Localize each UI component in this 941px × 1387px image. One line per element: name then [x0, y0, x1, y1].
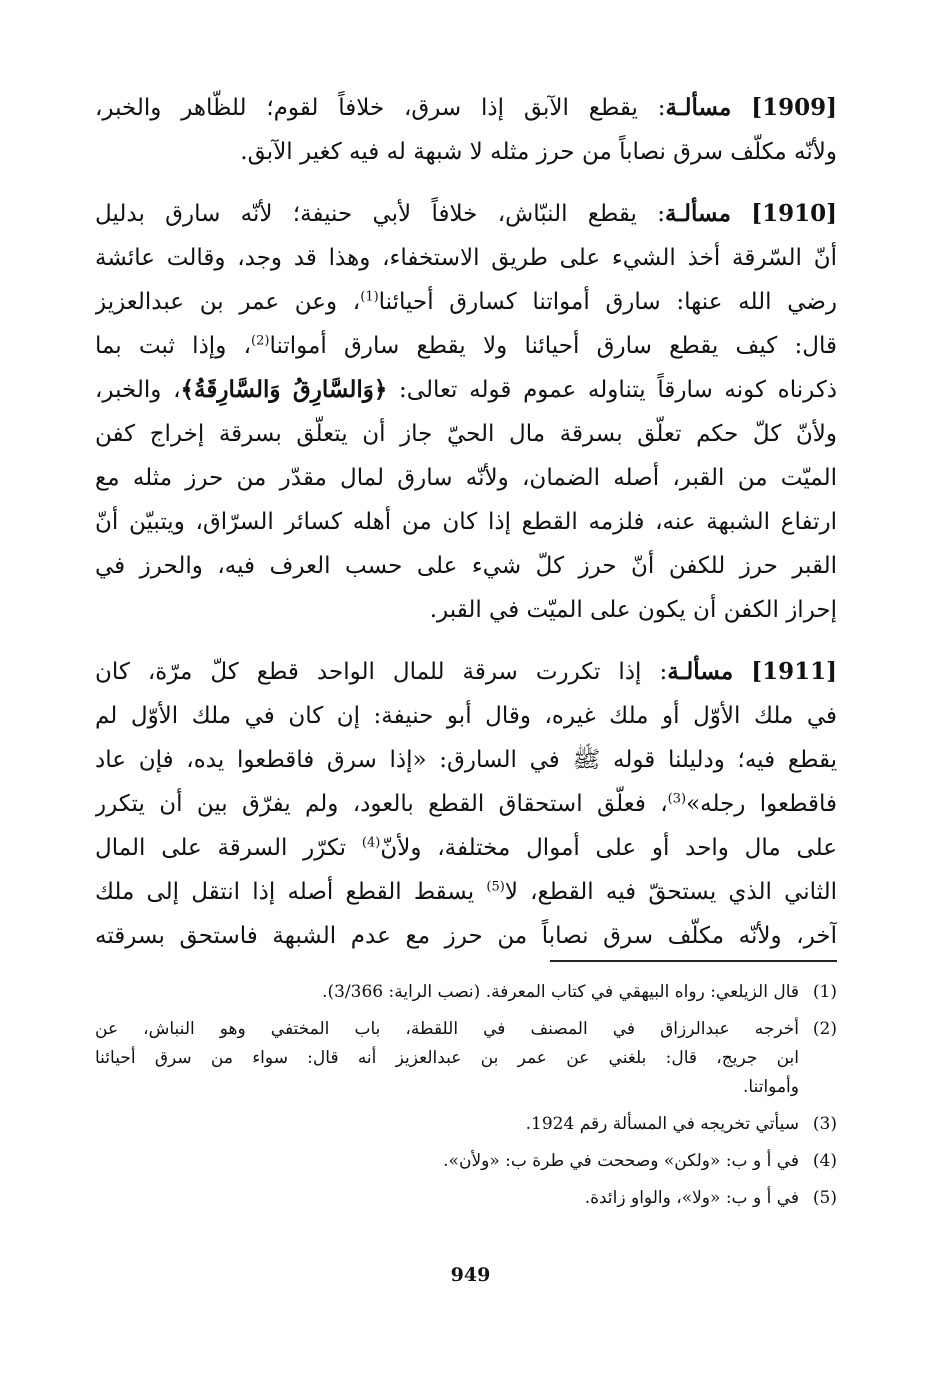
text-line	[95, 782, 837, 826]
footnote-text: سيأتي تخريجه في المسألة رقم 1924.	[525, 1114, 799, 1134]
footnote-text: ابن جريج، قال: بلغني عن عمر بن عبدالعزيز أنه قال: سواء من سرق أحيائنا	[95, 1048, 799, 1068]
issue-number: [1911]	[751, 658, 837, 685]
text-segment: ولأنّ كلّ حكم تعلّق بسرقة مال الحيّ جاز أن يتعلّق بسرقة إخراج كفن	[95, 421, 837, 447]
footnote	[95, 1015, 837, 1102]
footnote-text: أخرجه عبدالرزاق في المصنف في اللقطة، باب المختفي وهو النباش، عن	[95, 1019, 799, 1039]
footnote-number: (3)	[812, 1114, 837, 1134]
text-line: [1911] مسألـة: إذا تكررت سرقة للمال الواحد قطع كلّ مرّة، كان	[95, 658, 837, 685]
text-segment: ولأنّه مكلّف سرق نصاباً من حرز مثله لا شبهة له فيه كغير الآبق.	[240, 139, 837, 165]
text-segment: الثاني الذي يستحقّ فيه القطع، لا	[504, 879, 837, 905]
footnote-text: وأمواتنا.	[743, 1077, 799, 1097]
text-line	[95, 826, 837, 870]
text-line	[95, 544, 837, 588]
text-segment: يقطع النبّاش، خلافاً لأبي حنيفة؛ لأنّه سارق بدليل	[95, 201, 637, 227]
text-segment: رضي الله عنها: سارق أمواتنا كسارق أحيائنا	[378, 289, 837, 315]
text-segment: ذكرناه كونه سارقاً يتناوله عموم قوله تعالى:	[399, 377, 837, 403]
issue-keyword: مسألـة	[665, 94, 732, 121]
issue-number: [1909]	[751, 94, 837, 121]
text-line	[95, 588, 837, 632]
footnote-text: في أ و ب: «ولكن» وصححت في طرة ب: «ولأن».	[443, 1151, 799, 1171]
text-line	[95, 130, 837, 174]
text-line	[95, 236, 837, 280]
text-line	[95, 870, 837, 914]
footnote-text: في أ و ب: «ولا»، والواو زائدة.	[584, 1188, 799, 1208]
footnote-ref: (1)	[360, 289, 379, 305]
footnote	[95, 1184, 837, 1213]
footnote	[95, 1147, 837, 1176]
footnote-ref: (4)	[361, 835, 381, 851]
text-segment: الميّت من القبر، أصله الضمان، ولأنّه سارق لمال مقدّر من حرز مثله مع	[95, 465, 837, 491]
text-segment: يسقط القطع أصله إذا انتقل إلى ملك	[95, 879, 487, 905]
text-line	[95, 368, 837, 412]
text-segment: فاقطعوا رجله»	[686, 791, 837, 817]
text-segment: ارتفاع الشبهة عنه، فلزمه القطع إذا كان من أهله كسائر السرّاق، ويتبيّن أنّ	[95, 509, 837, 535]
text-segment: على مال واحد أو على أموال مختلفة، ولأنّ	[380, 835, 837, 861]
footnote-ref: (5)	[486, 879, 505, 895]
issue-1909	[95, 86, 837, 174]
text-line	[95, 280, 837, 324]
text-segment: إذا تكررت سرقة للمال الواحد قطع كلّ مرّة، كان	[95, 659, 642, 685]
issue-keyword: مسألـة	[667, 658, 734, 685]
text-segment: يقطع فيه؛ ودليلنا قوله ﷺ في السارق: «إذا سرق فاقطعوا يده، فإن عاد	[95, 747, 837, 773]
text-line	[95, 694, 837, 738]
footnote-ref: (3)	[667, 791, 687, 807]
footnote-number: (4)	[812, 1151, 837, 1171]
main-text	[95, 86, 837, 958]
text-line	[95, 412, 837, 456]
text-segment: آخر، ولأنّه مكلّف سرق نصاباً من حرز مع عدم الشبهة فاستحق بسرقته	[95, 923, 837, 949]
text-segment: ، والخبر،	[95, 377, 181, 403]
text-segment: إحراز الكفن أن يكون على الميّت في القبر.	[429, 597, 837, 623]
text-segment: أنّ السّرقة أخذ الشيء على طريق الاستخفاء، وهذا قد وجد، وقالت عائشة	[95, 245, 837, 271]
text-line	[95, 324, 837, 368]
text-segment: يقطع الآبق إذا سرق، خلافاً لقوم؛ للظّاهر والخبر،	[95, 95, 638, 121]
footnote-number: (5)	[812, 1188, 837, 1208]
text-line	[95, 456, 837, 500]
footnote-number: (2)	[812, 1019, 837, 1039]
footnote-divider	[550, 960, 837, 962]
footnote	[95, 978, 837, 1007]
text-line	[95, 500, 837, 544]
text-segment: ، وعن عمر بن عبدالعزيز	[95, 289, 361, 315]
text-segment: القبر حرز للكفن أنّ حرز كلّ شيء على حسب العرف فيه، والحرز في	[95, 553, 837, 579]
issue-keyword: مسألـة	[664, 200, 731, 227]
footnote	[95, 1110, 837, 1139]
text-line	[95, 738, 837, 782]
text-line	[95, 914, 837, 958]
text-segment: في ملك الأوّل أو ملك غيره، وقال أبو حنيفة: إن كان في ملك الأوّل لم	[95, 703, 837, 729]
text-line: [1909] مسألـة: يقطع الآبق إذا سرق، خلافاً لقوم؛ للظّاهر والخبر،	[95, 94, 837, 121]
text-segment: قال: كيف يقطع سارق أحيائنا ولا يقطع سارق أمواتنا	[269, 333, 837, 359]
issue-1910	[95, 192, 837, 632]
text-segment: تكرّر السرقة على المال	[95, 835, 362, 861]
footnote-text: قال الزيلعي: رواه البيهقي في كتاب المعرفة. (نصب الراية: 3/366).	[322, 982, 799, 1002]
text-segment: ، وإذا ثبت بما	[95, 333, 251, 359]
issue-number: [1910]	[751, 200, 837, 227]
footnote-ref: (2)	[251, 333, 270, 349]
quran-verse: ﴿وَالسَّارِقُ وَالسَّارِقَةُ﴾	[180, 376, 388, 403]
issue-1911	[95, 650, 837, 958]
footnotes	[95, 978, 837, 1221]
text-segment: ، فعلّق استحقاق القطع بالعود، ولم يفرّق بين أن يتكرر	[95, 791, 668, 817]
footnote-number: (1)	[812, 982, 837, 1002]
page-number: 949	[450, 1264, 491, 1286]
text-line: [1910] مسألـة: يقطع النبّاش، خلافاً لأبي حنيفة؛ لأنّه سارق بدليل	[95, 200, 837, 227]
